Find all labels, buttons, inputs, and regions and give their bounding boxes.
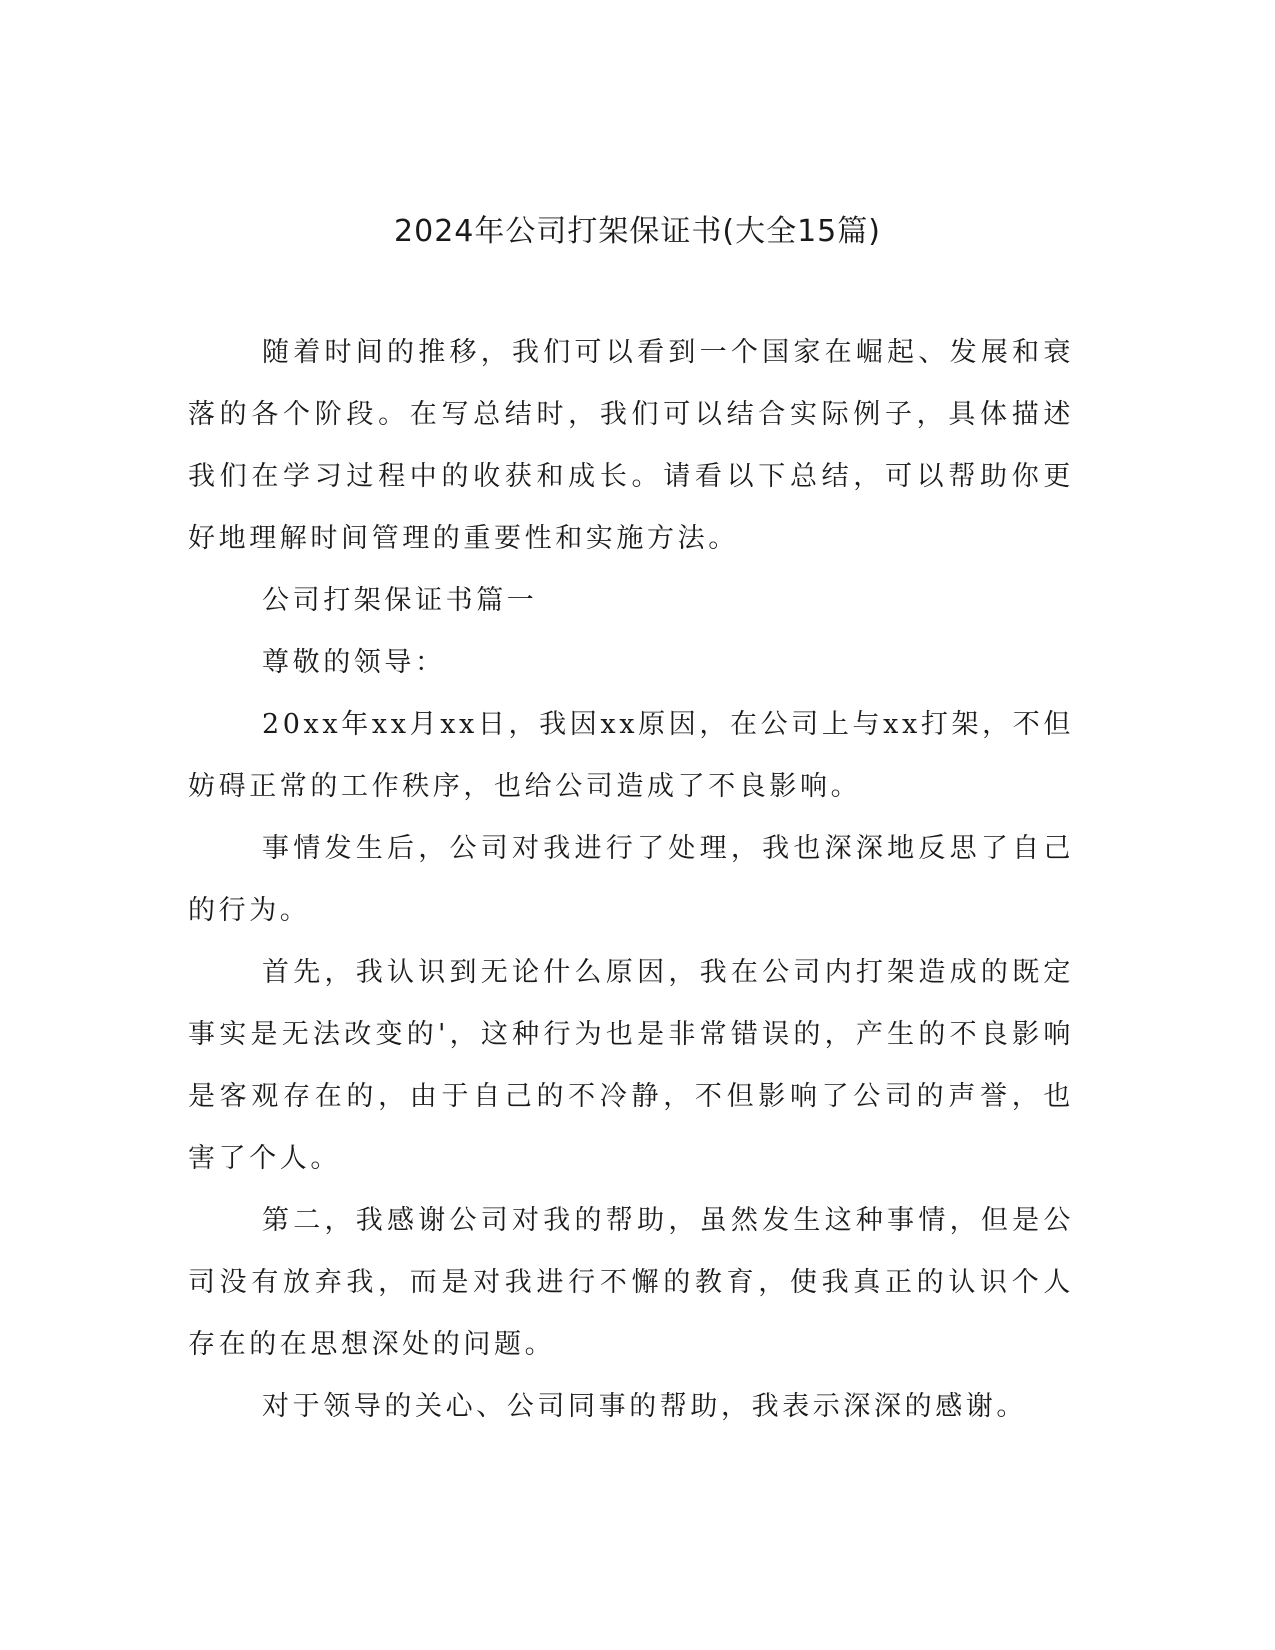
document-body [188, 322, 1074, 1438]
body-paragraph: 对于领导的关心、公司同事的帮助，我表示深深的感谢。 [262, 1391, 1027, 1422]
intro-paragraph: 随着时间的推移，我们可以看到一个国家在崛起、发展和衰落的各个阶段。在写总结时，我们可以结合实际例子，具体描述我们在学习过程中的收获和成长。请看以下总结，可以帮助你更好地理解时间管理的重要性和实施方法。 [188, 337, 1074, 554]
body-paragraph: 事情发生后，公司对我进行了处理，我也深深地反思了自己的行为。 [188, 833, 1074, 926]
body-paragraph: 首先，我认识到无论什么原因，我在公司内打架造成的既定事实是无法改变的'，这种行为也是非常错误的，产生的不良影响是客观存在的，由于自己的不冷静，不但影响了公司的声誉，也害了个人。 [188, 957, 1074, 1174]
document-title: 2024年公司打架保证书(大全15篇) [394, 214, 881, 249]
section-heading: 公司打架保证书篇一 [262, 585, 538, 616]
body-paragraph: 20xx年xx月xx日，我因xx原因，在公司上与xx打架，不但妨碍正常的工作秩序，也给公司造成了不良影响。 [188, 709, 1074, 802]
body-paragraph: 第二，我感谢公司对我的帮助，虽然发生这种事情，但是公司没有放弃我，而是对我进行不懈的教育，使我真正的认识个人存在的在思想深处的问题。 [188, 1205, 1074, 1360]
salutation: 尊敬的领导： [262, 647, 446, 678]
